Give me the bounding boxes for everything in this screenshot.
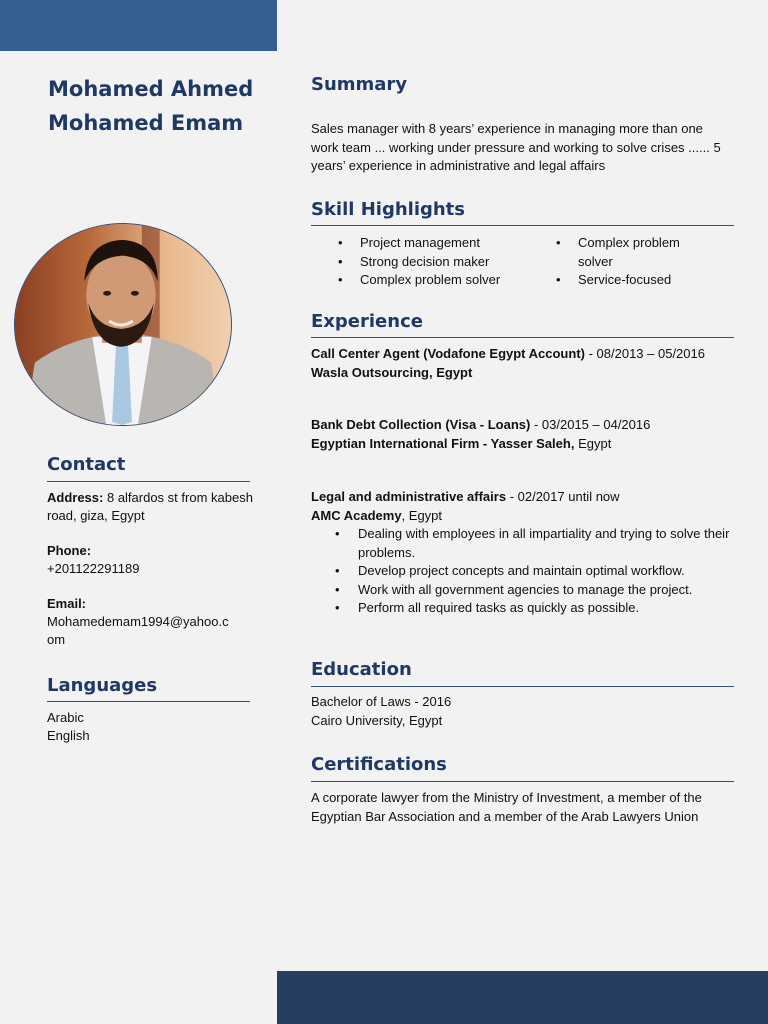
- experience-heading: Experience: [311, 311, 423, 332]
- job-title: Legal and administrative affairs: [311, 489, 507, 504]
- phone-value: +201122291189: [47, 561, 140, 576]
- languages-heading: Languages: [47, 675, 158, 696]
- job-dates: - 02/2017 until now: [506, 489, 620, 504]
- name-line-2: Mohamed Emam: [48, 111, 244, 135]
- duty-item: • Develop project concepts and maintain optimal workflow.: [331, 562, 736, 581]
- job-entry: [311, 416, 751, 453]
- name-line-1: Mohamed Ahmed: [48, 77, 254, 101]
- contact-email: [47, 595, 262, 649]
- job-entry: [311, 488, 751, 618]
- candidate-name: [48, 72, 278, 140]
- duty-item: • Perform all required tasks as quickly as possible.: [331, 599, 736, 618]
- email-value-line-2: om: [47, 632, 66, 647]
- summary-heading: Summary: [311, 74, 408, 95]
- email-label: Email:: [47, 596, 87, 611]
- address-label: Address:: [47, 490, 104, 505]
- job-title: Call Center Agent (Vodafone Egypt Account): [311, 346, 585, 361]
- job-duties-list: [331, 525, 736, 618]
- phone-label: Phone:: [47, 543, 92, 558]
- job-dates: - 03/2015 – 04/2016: [530, 417, 651, 432]
- skills-column-1: [334, 234, 534, 290]
- certifications-heading: Certifications: [311, 754, 447, 775]
- education-divider: [311, 686, 734, 687]
- summary-text: Sales manager with 8 years’ experience in managing more than one work team ... working under pressure and working to solve crises ...... 5 years’ experience in administrative and legal affairs: [311, 121, 721, 173]
- contact-divider: [47, 481, 250, 482]
- job-entry: [311, 345, 751, 382]
- job-title: Bank Debt Collection (Visa - Loans): [311, 417, 531, 432]
- skills-divider: [311, 225, 734, 226]
- experience-divider: [311, 337, 734, 338]
- certifications-divider: [311, 781, 734, 782]
- skill-item: • Strong decision maker: [334, 253, 534, 272]
- address-value: 8 alfardos st from kabesh road, giza, Egypt: [47, 490, 253, 523]
- languages-divider: [47, 701, 250, 702]
- contact-details: [47, 489, 262, 666]
- job-company: Wasla Outsourcing, Egypt: [311, 364, 473, 380]
- profile-photo-illustration: [15, 224, 231, 425]
- bottom-accent-bar: [277, 971, 768, 1024]
- skills-heading: Skill Highlights: [311, 199, 466, 220]
- duty-item: • Dealing with employees in all impartiality and trying to solve their problems.: [331, 525, 736, 562]
- certifications-text: A corporate lawyer from the Ministry of Investment, a member of the Egyptian Bar Association and a member of the Arab Lawyers Union: [311, 790, 702, 824]
- email-value-line-1: Mohamedemam1994@yahoo.c: [47, 614, 229, 629]
- profile-photo: [14, 223, 232, 426]
- top-accent-bar: [0, 0, 277, 51]
- education-school: Cairo University, Egypt: [311, 712, 443, 728]
- job-location: Egypt: [574, 435, 612, 451]
- education-details: [311, 693, 736, 730]
- education-degree: Bachelor of Laws - 2016: [311, 694, 452, 709]
- skills-column-2: [552, 234, 712, 290]
- language-item: Arabic: [47, 710, 84, 725]
- skill-item: • Complex problem solver: [552, 234, 712, 271]
- job-dates: - 08/2013 – 05/2016: [584, 346, 705, 361]
- language-item: English: [47, 728, 90, 743]
- duty-item: • Work with all government agencies to manage the project.: [331, 581, 736, 600]
- education-heading: Education: [311, 659, 412, 680]
- contact-address: [47, 489, 262, 525]
- skill-item: • Complex problem solver: [334, 271, 534, 290]
- contact-heading: Contact: [47, 454, 126, 475]
- job-company: AMC Academy: [311, 507, 402, 523]
- contact-phone: [47, 542, 262, 578]
- languages-list: [47, 709, 262, 745]
- skill-item: • Service-focused: [552, 271, 712, 290]
- skill-item: • Project management: [334, 234, 534, 253]
- job-company: Egyptian International Firm - Yasser Saleh,: [311, 435, 575, 451]
- job-location: , Egypt: [401, 507, 443, 523]
